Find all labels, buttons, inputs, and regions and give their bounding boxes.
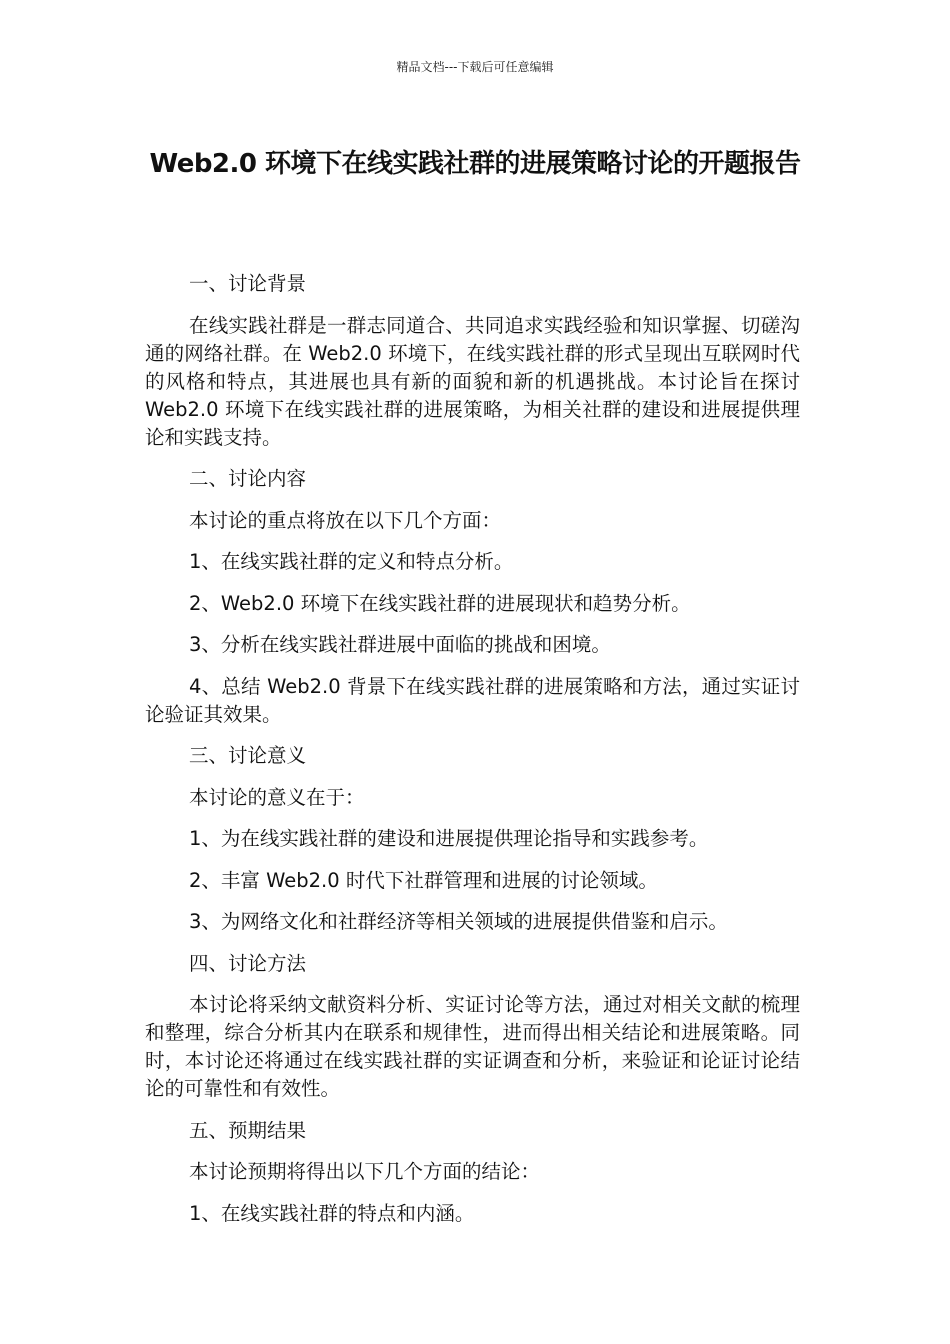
list-item: 1、在线实践社群的特点和内涵。 [189,1201,475,1225]
document-title: Web2.0 环境下在线实践社群的进展策略讨论的开题报告 [149,149,801,179]
paragraph: 本讨论的重点将放在以下几个方面： [189,508,502,532]
document-body [145,270,800,1241]
section-heading: 三、讨论意义 [189,744,307,767]
section-heading: 四、讨论方法 [189,951,307,975]
list-item: 3、为网络文化和社群经济等相关领域的进展提供借鉴和启示。 [189,910,728,933]
paragraph: 本讨论预期将得出以下几个方面的结论： [189,1160,541,1183]
paragraph: 在线实践社群是一群志同道合、共同追求实践经验和知识掌握、切磋沟通的网络社群。在 Web2.0 环境下，在线实践社群的形式呈现出互联网时代的风格和特点，其进展也具有新的面貌和新的机遇挑战。本讨论旨在探讨 Web2.0 环境下在线实践社群的进展策略，为相关社群的建设和进展提供理论和实践支持。 [145,313,800,449]
page-header: 精品文档---下载后可任意编辑 [396,60,554,74]
list-item: 1、在线实践社群的定义和特点分析。 [189,550,514,573]
section-heading: 五、预期结果 [189,1118,307,1142]
list-item: 1、为在线实践社群的建设和进展提供理论指导和实践参考。 [189,827,709,850]
section-heading: 一、讨论背景 [189,272,307,295]
list-item: 2、Web2.0 环境下在线实践社群的进展现状和趋势分析。 [189,591,691,615]
paragraph: 本讨论的意义在于： [189,785,365,809]
paragraph: 本讨论将采纳文献资料分析、实证讨论等方法，通过对相关文献的梳理和整理，综合分析其内在联系和规律性，进而得出相关结论和进展策略。同时，本讨论还将通过在线实践社群的实证调查和分析，来验证和论证讨论结论的可靠性和有效性。 [145,993,800,1100]
list-item: 4、总结 Web2.0 背景下在线实践社群的进展策略和方法，通过实证讨论验证其效果。 [145,674,800,726]
list-item: 3、分析在线实践社群进展中面临的挑战和困境。 [189,633,611,656]
section-heading: 二、讨论内容 [189,467,307,490]
list-item: 2、丰富 Web2.0 时代下社群管理和进展的讨论领域。 [189,868,658,892]
